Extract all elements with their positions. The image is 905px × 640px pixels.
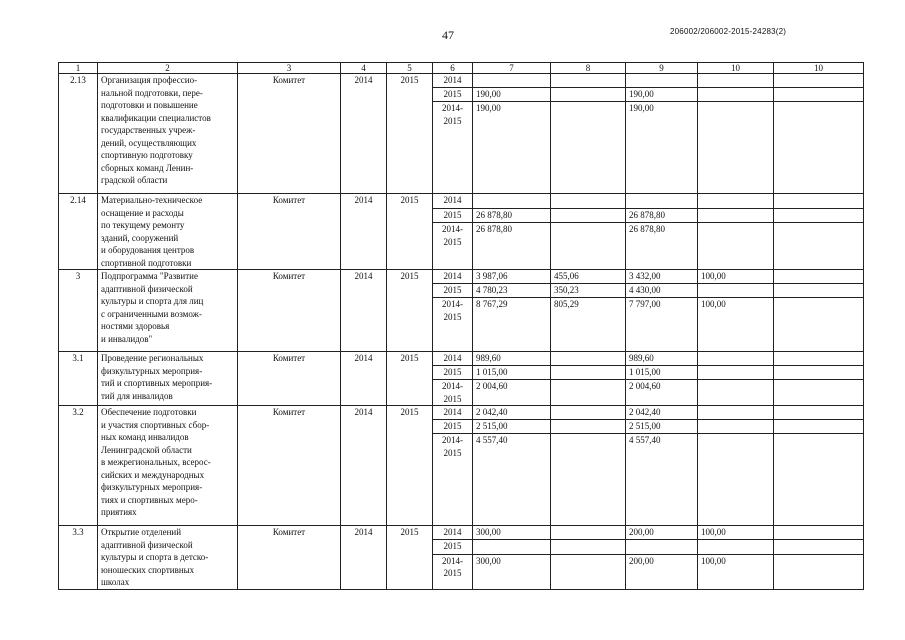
description-line: в межрегиональных, всерос- xyxy=(101,457,211,467)
period-year: 2015 xyxy=(433,208,473,223)
description-line: с ограниченными возмож- xyxy=(101,308,202,319)
period-year: 2014 xyxy=(433,74,473,88)
end-year: 2015 xyxy=(387,526,433,590)
extra-amount xyxy=(774,366,864,380)
regional-amount: 1 015,00 xyxy=(626,366,698,380)
period-year: 2015 xyxy=(433,88,473,102)
description-line: сборных команд Ленин- xyxy=(101,162,194,173)
other-amount xyxy=(698,352,774,366)
column-header-1: 1 xyxy=(59,63,98,74)
federal-amount xyxy=(551,406,626,420)
executor: Комитет xyxy=(238,74,341,194)
period-year: 2014 xyxy=(433,352,473,366)
description-line: Ленинградской области xyxy=(101,444,192,455)
period-year: 2015 xyxy=(433,366,473,380)
extra-amount xyxy=(774,540,864,554)
description-line: государственных учреж- xyxy=(101,125,196,135)
column-header-2: 2 xyxy=(98,63,238,74)
description-line: и инвалидов" xyxy=(101,333,153,344)
start-year: 2014 xyxy=(341,74,387,194)
other-amount xyxy=(698,540,774,554)
extra-amount xyxy=(774,102,864,194)
regional-amount: 2 042,40 xyxy=(626,406,698,420)
description-line: нальной подготовки, пере- xyxy=(101,87,203,98)
description-line: адаптивной физической xyxy=(101,283,193,294)
table-row xyxy=(59,352,864,366)
description-line: дений, осуществляющих xyxy=(101,137,197,148)
item-description xyxy=(98,526,238,590)
regional-amount: 4 557,40 xyxy=(626,434,698,526)
executor: Комитет xyxy=(238,526,341,590)
description-line: Материально-техническое xyxy=(101,195,203,205)
federal-amount xyxy=(551,88,626,102)
description-line: физкультурных мероприя- xyxy=(101,365,203,376)
extra-amount xyxy=(774,298,864,352)
total-amount: 190,00 xyxy=(473,102,551,194)
executor: Комитет xyxy=(238,406,341,526)
total-amount: 4 780,23 xyxy=(473,284,551,298)
description-line: Организация професcио- xyxy=(101,75,198,85)
column-header-7: 7 xyxy=(473,63,551,74)
description-line: адаптивной физической xyxy=(101,539,193,550)
description-line: зданий, сооружений xyxy=(101,232,179,243)
federal-amount xyxy=(551,352,626,366)
extra-amount xyxy=(774,223,864,270)
other-amount xyxy=(698,102,774,194)
other-amount xyxy=(698,380,774,406)
item-description xyxy=(98,352,238,406)
federal-amount xyxy=(551,223,626,270)
period-year: 2014-2015 xyxy=(433,102,473,194)
start-year: 2014 xyxy=(341,352,387,406)
executor: Комитет xyxy=(238,270,341,352)
description-line: спортивную подготовку xyxy=(101,150,193,160)
other-amount xyxy=(698,223,774,270)
item-number: 3 xyxy=(59,270,98,352)
table-row xyxy=(59,526,864,540)
total-amount: 4 557,40 xyxy=(473,434,551,526)
total-amount: 300,00 xyxy=(473,526,551,540)
total-amount: 1 015,00 xyxy=(473,366,551,380)
total-amount: 2 004,60 xyxy=(473,380,551,406)
other-amount xyxy=(698,208,774,223)
description-line: ных команд инвалидов xyxy=(101,432,189,442)
item-number: 3.1 xyxy=(59,352,98,406)
extra-amount xyxy=(774,270,864,284)
federal-amount xyxy=(551,540,626,554)
description-line: сийских и международных xyxy=(101,469,205,480)
other-amount xyxy=(698,434,774,526)
end-year: 2015 xyxy=(387,74,433,194)
total-amount: 989,60 xyxy=(473,352,551,366)
other-amount: 100,00 xyxy=(698,526,774,540)
table-body xyxy=(59,63,864,590)
description-line: тий для инвалидов xyxy=(101,390,173,401)
start-year: 2014 xyxy=(341,194,387,270)
item-number: 3.3 xyxy=(59,526,98,590)
end-year: 2015 xyxy=(387,194,433,270)
extra-amount xyxy=(774,420,864,434)
federal-amount xyxy=(551,526,626,540)
federal-amount: 805,29 xyxy=(551,298,626,352)
item-number: 2.13 xyxy=(59,74,98,194)
description-line: Проведение региональных xyxy=(101,353,204,363)
table-row xyxy=(59,406,864,420)
other-amount xyxy=(698,74,774,88)
page-number: 47 xyxy=(442,28,454,42)
other-amount xyxy=(698,284,774,298)
period-year: 2014-2015 xyxy=(433,554,473,589)
total-amount: 190,00 xyxy=(473,88,551,102)
other-amount xyxy=(698,194,774,209)
regional-amount: 190,00 xyxy=(626,102,698,194)
other-amount xyxy=(698,406,774,420)
description-line: культуры и спорта для лиц xyxy=(101,296,204,306)
start-year: 2014 xyxy=(341,406,387,526)
column-header-10: 10 xyxy=(698,63,774,74)
extra-amount xyxy=(774,194,864,209)
description-line: и участия спортивных сбор- xyxy=(101,419,210,430)
period-year: 2014 xyxy=(433,406,473,420)
item-description xyxy=(98,270,238,352)
extra-amount xyxy=(774,434,864,526)
regional-amount xyxy=(626,540,698,554)
column-header-8: 8 xyxy=(551,63,626,74)
total-amount: 3 987,06 xyxy=(473,270,551,284)
other-amount: 100,00 xyxy=(698,270,774,284)
regional-amount: 3 432,00 xyxy=(626,270,698,284)
period-year: 2014-2015 xyxy=(433,223,473,270)
executor: Комитет xyxy=(238,352,341,406)
federal-amount xyxy=(551,194,626,209)
description-line: по текущему ремонту xyxy=(101,220,185,230)
budget-table xyxy=(58,62,864,590)
total-amount xyxy=(473,540,551,554)
total-amount xyxy=(473,74,551,88)
regional-amount: 26 878,80 xyxy=(626,208,698,223)
regional-amount xyxy=(626,74,698,88)
other-amount: 100,00 xyxy=(698,554,774,589)
other-amount xyxy=(698,366,774,380)
end-year: 2015 xyxy=(387,352,433,406)
extra-amount xyxy=(774,406,864,420)
federal-amount: 455,06 xyxy=(551,270,626,284)
period-year: 2014-2015 xyxy=(433,380,473,406)
end-year: 2015 xyxy=(387,406,433,526)
description-line: школах xyxy=(101,577,130,587)
description-line: приятиях xyxy=(101,507,137,517)
federal-amount: 350,23 xyxy=(551,284,626,298)
description-line: оснащение и расходы xyxy=(101,207,184,218)
description-line: тий и спортивных мероприя- xyxy=(101,378,213,388)
extra-amount xyxy=(774,74,864,88)
column-header-9: 9 xyxy=(626,63,698,74)
total-amount xyxy=(473,194,551,209)
federal-amount xyxy=(551,208,626,223)
description-line: физкультурных мероприя- xyxy=(101,482,203,492)
description-line: спортивной подготовки xyxy=(101,257,192,268)
description-line: ностями здоровья xyxy=(101,321,170,331)
description-line: подготовки и повышение xyxy=(101,100,198,110)
regional-amount: 4 430,00 xyxy=(626,284,698,298)
regional-amount xyxy=(626,194,698,209)
federal-amount xyxy=(551,380,626,406)
extra-amount xyxy=(774,284,864,298)
extra-amount xyxy=(774,208,864,223)
regional-amount: 2 004,60 xyxy=(626,380,698,406)
regional-amount: 7 797,00 xyxy=(626,298,698,352)
federal-amount xyxy=(551,74,626,88)
item-description xyxy=(98,406,238,526)
period-year: 2015 xyxy=(433,284,473,298)
extra-amount xyxy=(774,352,864,366)
period-year: 2014 xyxy=(433,526,473,540)
total-amount: 2 042,40 xyxy=(473,406,551,420)
description-line: Открытие отделений xyxy=(101,527,182,537)
description-line: юношеских спортивных xyxy=(101,564,195,575)
description-line: квалификации специалистов xyxy=(101,112,211,123)
period-year: 2015 xyxy=(433,540,473,554)
extra-amount xyxy=(774,88,864,102)
table-row xyxy=(59,270,864,284)
total-amount: 26 878,80 xyxy=(473,208,551,223)
federal-amount xyxy=(551,554,626,589)
end-year: 2015 xyxy=(387,270,433,352)
period-year: 2014 xyxy=(433,194,473,209)
start-year: 2014 xyxy=(341,270,387,352)
total-amount: 2 515,00 xyxy=(473,420,551,434)
document-id: 206002/206002-2015-24283(2) xyxy=(670,27,787,36)
period-year: 2015 xyxy=(433,420,473,434)
table-row xyxy=(59,74,864,88)
item-description xyxy=(98,194,238,270)
item-number: 2.14 xyxy=(59,194,98,270)
extra-amount xyxy=(774,380,864,406)
federal-amount xyxy=(551,102,626,194)
item-number: 3.2 xyxy=(59,406,98,526)
description-line: Подпрограмма "Развитие xyxy=(101,271,198,281)
column-header-11: 10 xyxy=(774,63,864,74)
start-year: 2014 xyxy=(341,526,387,590)
description-line: градской области xyxy=(101,175,168,185)
column-number-row xyxy=(59,63,864,74)
total-amount: 300,00 xyxy=(473,554,551,589)
period-year: 2014 xyxy=(433,270,473,284)
federal-amount xyxy=(551,434,626,526)
regional-amount: 26 878,80 xyxy=(626,223,698,270)
period-year: 2014-2015 xyxy=(433,298,473,352)
column-header-4: 4 xyxy=(341,63,387,74)
description-line: и оборудования центров xyxy=(101,245,195,255)
description-line: культуры и спорта в детско- xyxy=(101,552,209,562)
description-line: тиях и спортивных меро- xyxy=(101,494,198,505)
other-amount xyxy=(698,420,774,434)
regional-amount: 989,60 xyxy=(626,352,698,366)
total-amount: 8 767,29 xyxy=(473,298,551,352)
extra-amount xyxy=(774,554,864,589)
column-header-6: 6 xyxy=(433,63,473,74)
table-row xyxy=(59,194,864,209)
federal-amount xyxy=(551,420,626,434)
regional-amount: 190,00 xyxy=(626,88,698,102)
federal-amount xyxy=(551,366,626,380)
item-description xyxy=(98,74,238,194)
period-year: 2014-2015 xyxy=(433,434,473,526)
other-amount: 100,00 xyxy=(698,298,774,352)
regional-amount: 200,00 xyxy=(626,526,698,540)
executor: Комитет xyxy=(238,194,341,270)
description-line: Обеспечение подготовки xyxy=(101,407,197,417)
extra-amount xyxy=(774,526,864,540)
regional-amount: 2 515,00 xyxy=(626,420,698,434)
column-header-3: 3 xyxy=(238,63,341,74)
regional-amount: 200,00 xyxy=(626,554,698,589)
other-amount xyxy=(698,88,774,102)
column-header-5: 5 xyxy=(387,63,433,74)
total-amount: 26 878,80 xyxy=(473,223,551,270)
